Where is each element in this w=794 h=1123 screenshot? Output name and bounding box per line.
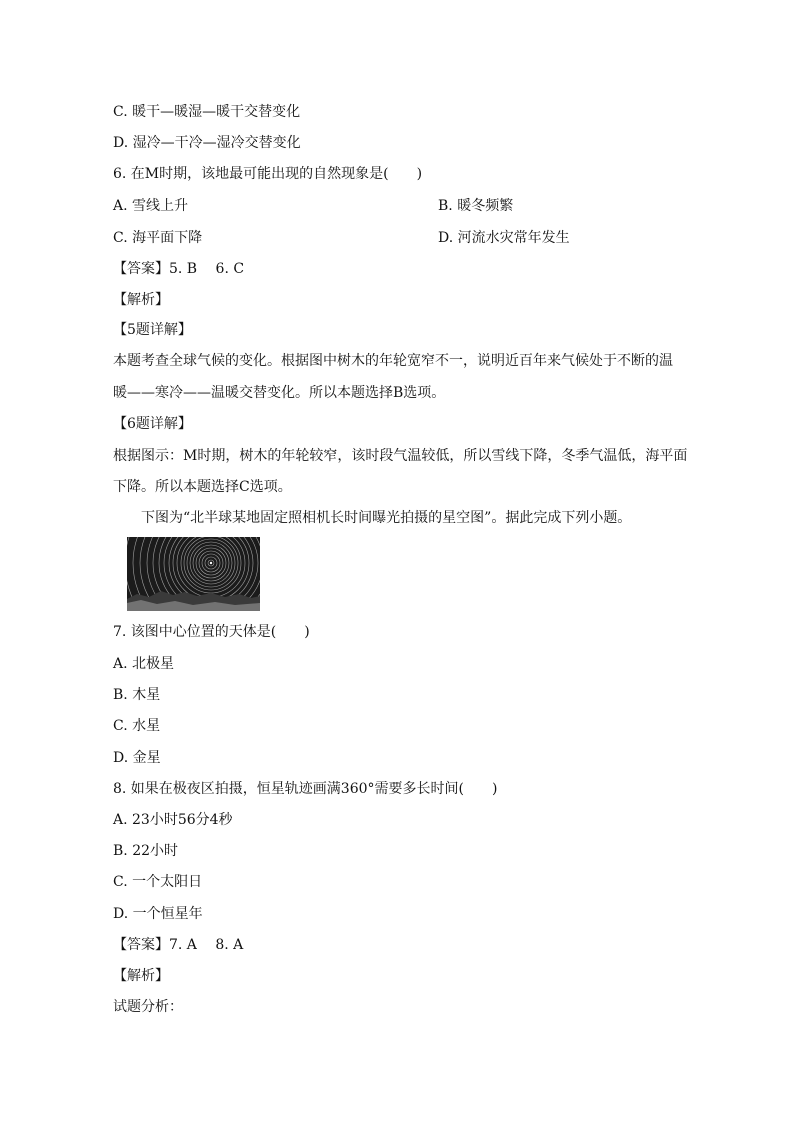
analysis-header-2: 【解析】	[113, 968, 169, 984]
detail-6-text-1: 根据图示：M时期，树木的年轮较窄，该时段气温较低，所以雪线下降，冬季气温低，海平面	[113, 448, 688, 464]
answer-5-6: 【答案】5. B 6. C	[113, 261, 245, 277]
detail-5-text-2: 暖——寒冷——温暖交替变化。所以本题选择B选项。	[113, 385, 446, 401]
detail-6-header: 【6题详解】	[113, 416, 192, 432]
analysis-header-1: 【解析】	[113, 292, 169, 308]
detail-6-text-2: 下降。所以本题选择C选项。	[113, 479, 292, 495]
trial-analysis-label: 试题分析：	[113, 999, 183, 1015]
detail-5-text-1: 本题考查全球气候的变化。根据图中树木的年轮宽窄不一，说明近百年来气候处于不断的温	[113, 353, 673, 369]
q7-option-c: C. 水星	[113, 718, 161, 734]
q6-option-a: A. 雪线上升	[113, 198, 189, 214]
q6-stem: 6. 在M时期，该地最可能出现的自然现象是( )	[113, 166, 423, 182]
q8-option-b: B. 22小时	[113, 843, 179, 859]
q6-option-c: C. 海平面下降	[113, 230, 203, 246]
q7-option-a: A. 北极星	[113, 656, 175, 672]
q5-option-d: D. 湿冷—干冷—湿冷交替变化	[113, 135, 301, 151]
q7-option-d: D. 金星	[113, 750, 161, 766]
q7-option-b: B. 木星	[113, 687, 161, 703]
q5-option-c: C. 暖干—暖湿—暖干交替变化	[113, 104, 301, 120]
answer-7-8: 【答案】7. A 8. A	[113, 937, 244, 953]
q8-option-c: C. 一个太阳日	[113, 874, 203, 890]
q6-option-b: B. 暖冬频繁	[438, 198, 514, 214]
q6-option-d: D. 河流水灾常年发生	[438, 230, 570, 246]
q7-stem: 7. 该图中心位置的天体是( )	[113, 624, 310, 640]
star-trail-photo	[127, 537, 260, 611]
intro-7-8: 下图为“北半球某地固定照相机长时间曝光拍摄的星空图”。据此完成下列小题。	[141, 510, 632, 526]
q8-stem: 8. 如果在极夜区拍摄，恒星轨迹画满360°需要多长时间( )	[113, 781, 498, 797]
q8-option-a: A. 23小时56分4秒	[113, 812, 233, 828]
detail-5-header: 【5题详解】	[113, 322, 192, 338]
q8-option-d: D. 一个恒星年	[113, 906, 203, 922]
